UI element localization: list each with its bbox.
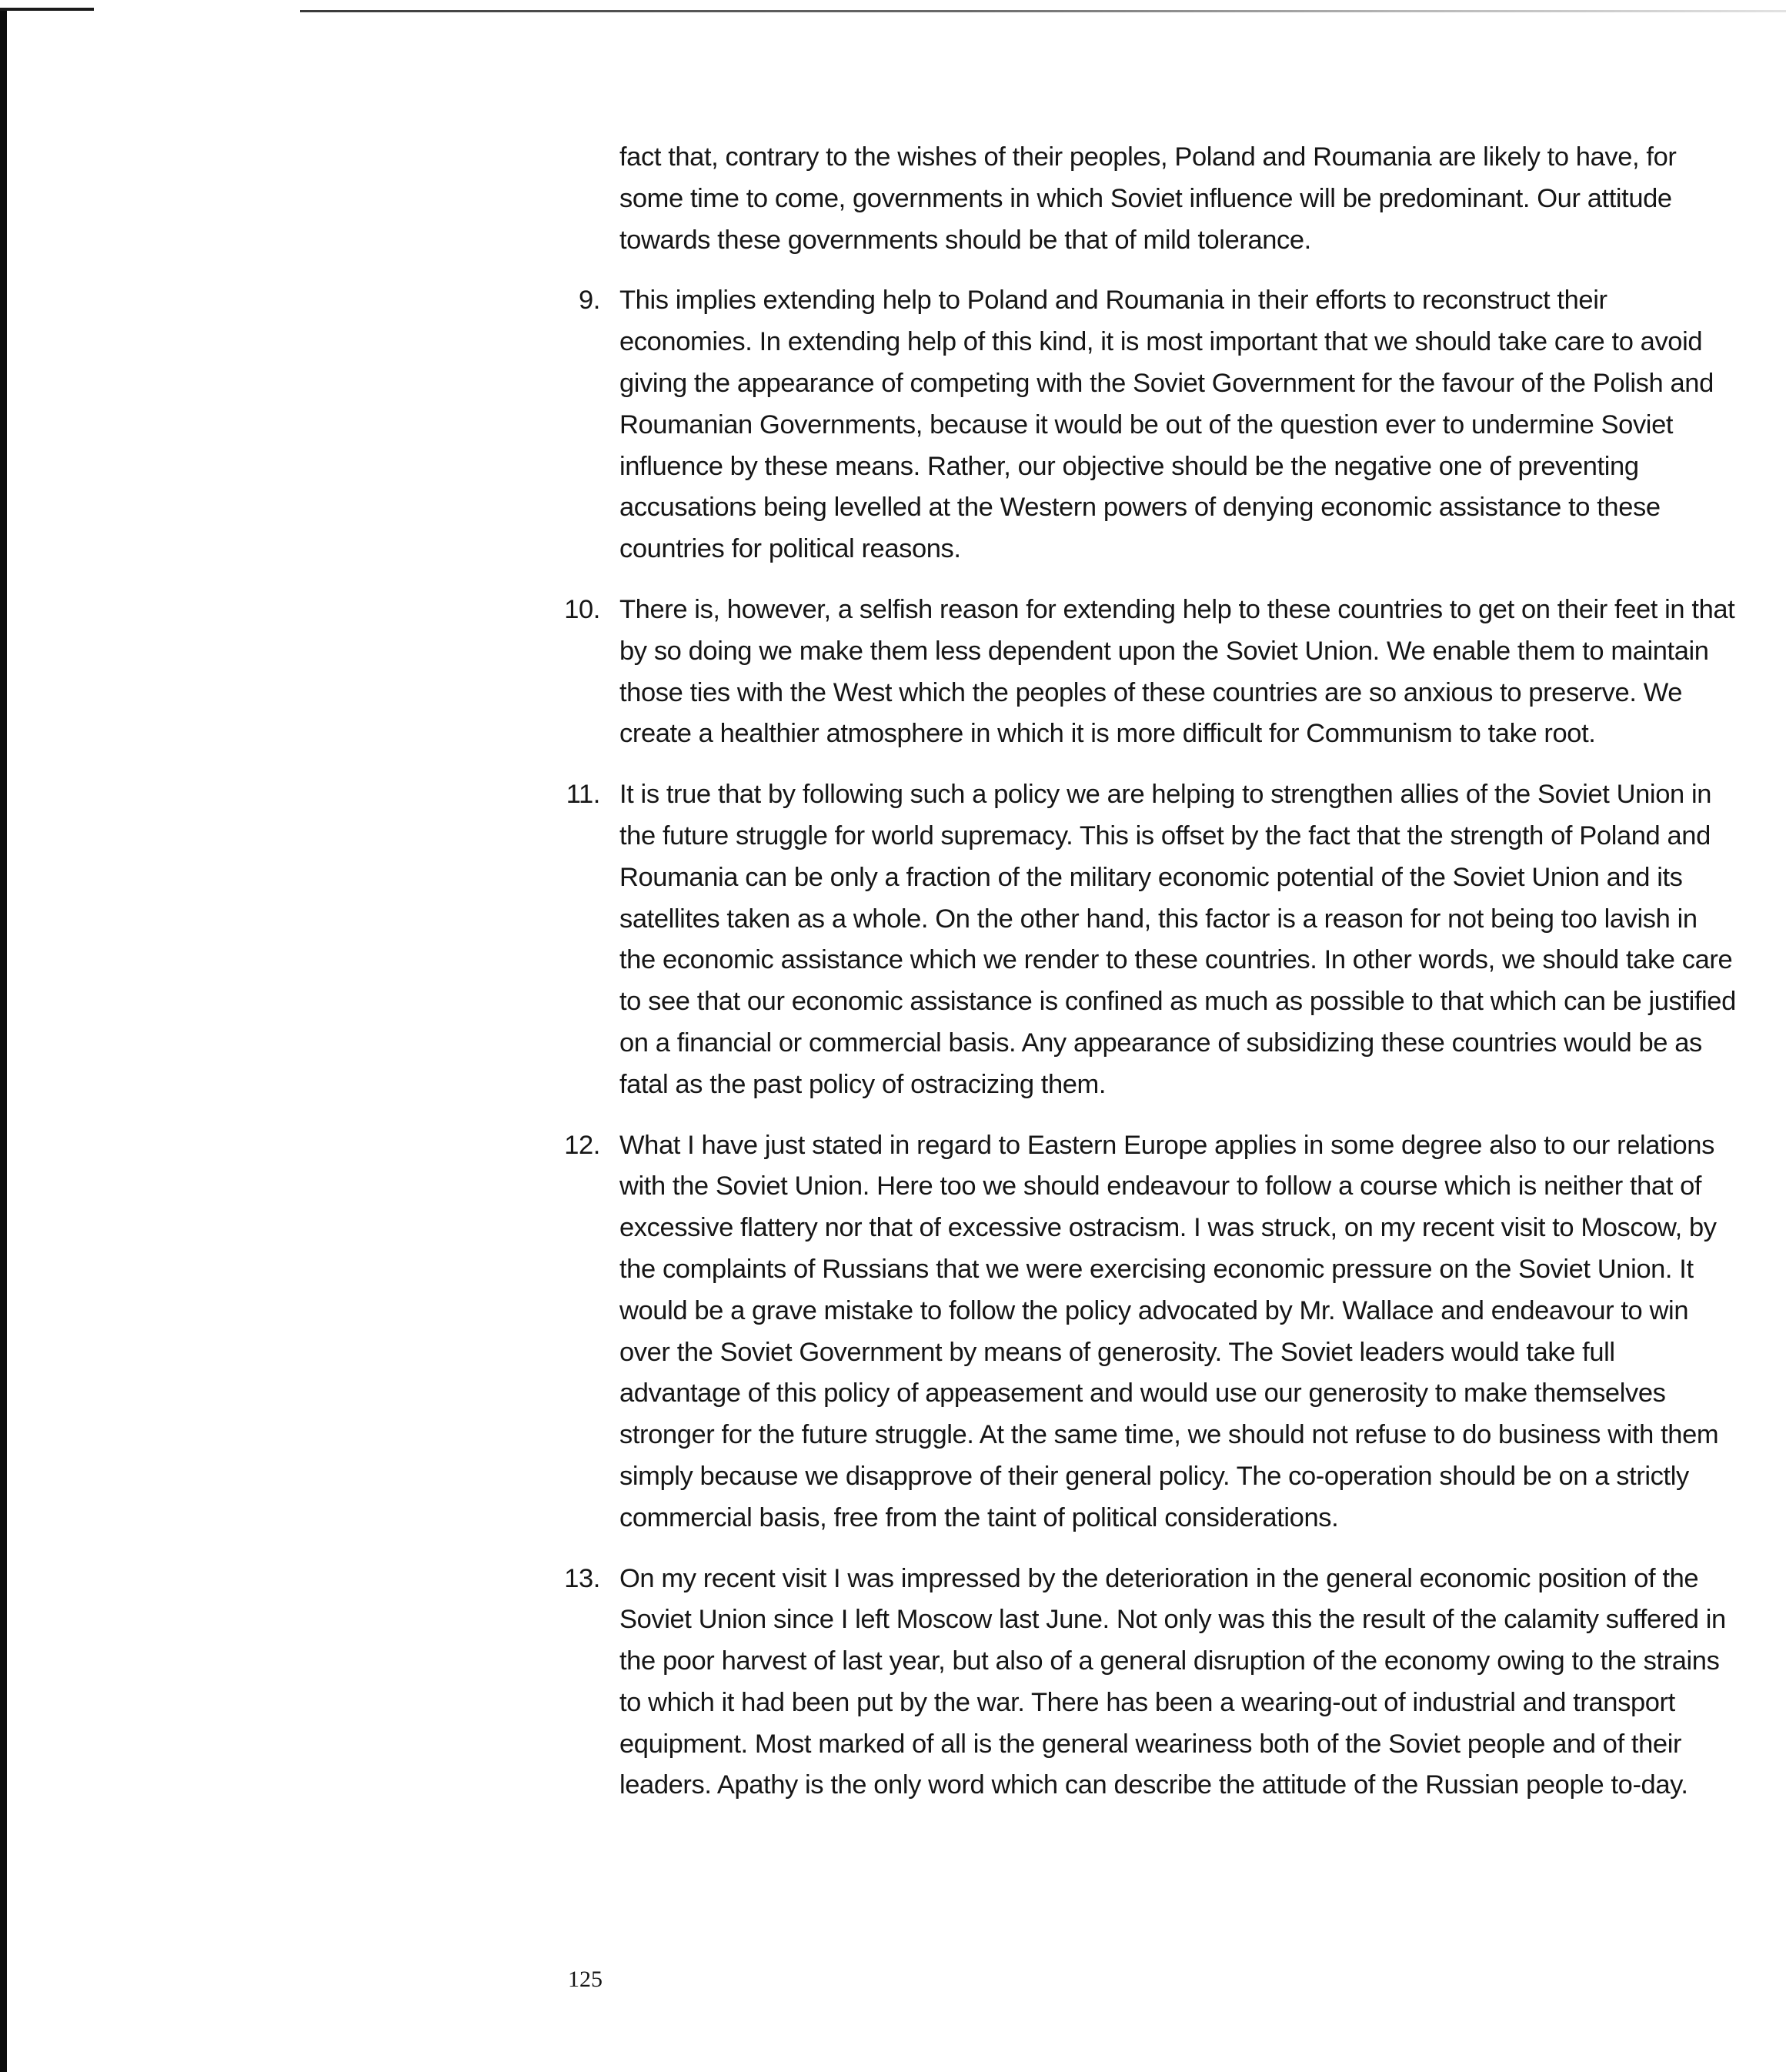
paragraph-number: 13. bbox=[564, 1563, 600, 1593]
paragraph-text: On my recent visit I was impressed by the deterioration in the general economic position of the Soviet Union since I left Moscow last June. Not only was this the result of the calamity suffered in the poor harvest of last year, but also of a general disruption of the economy owing to the strains to which it had been put by the war. There has been a wearing-out of industrial and transport equipment. Most marked of all is the general weariness both of the Soviet people and of their leaders. Apathy is the only word which can describe the attitude of the Russian people to-day. bbox=[619, 1563, 1726, 1800]
scan-left-edge bbox=[0, 11, 7, 2072]
paragraph-number: 12. bbox=[564, 1130, 600, 1160]
paragraph-10 bbox=[539, 590, 1739, 755]
paragraph-number: 11. bbox=[566, 780, 600, 810]
paragraph-12 bbox=[539, 1125, 1739, 1539]
paragraph-text: This implies extending help to Poland and Roumania in their efforts to reconstruct their economies. In extending help of this kind, it is most important that we should take care to avoid giving the appearance of competing with the Soviet Government for the favour of the Polish and Roumanian Governments, because it would be out of the question ever to undermine Soviet influence by these means. Rather, our objective should be the negative one of preventing accusations being levelled at the Western powers of denying economic assistance to these countries for political reasons. bbox=[619, 286, 1714, 564]
document-body bbox=[539, 137, 1739, 1826]
opening-paragraph-text: fact that, contrary to the wishes of their peoples, Poland and Roumania are likely to have, for some time to come, governments in which Soviet influence will be predominant. Our attitude towards these governments should be that of mild tolerance. bbox=[619, 142, 1677, 255]
opening-paragraph bbox=[539, 137, 1739, 261]
scan-top-rule bbox=[300, 10, 1786, 12]
paragraph-text: There is, however, a selfish reason for extending help to these countries to get on their feet in that by so doing we make them less dependent upon the Soviet Union. We enable them to maintain those ties with the West which the peoples of these countries are so anxious to preserve. We create a healthier atmosphere in which it is more difficult for Communism to take root. bbox=[619, 594, 1735, 749]
paragraph-number: 10. bbox=[564, 594, 600, 624]
scan-top-edge bbox=[0, 8, 94, 11]
paragraph-11 bbox=[539, 774, 1739, 1105]
page-number: 125 bbox=[568, 1967, 603, 1992]
paragraph-text: What I have just stated in regard to Eastern Europe applies in some degree also to our relations with the Soviet Union. Here too we should endeavour to follow a course which is neither that of excessive flattery nor that of excessive ostracism. I was struck, on my recent visit to Moscow, by the complaints of Russians that we were exercising economic pressure on the Soviet Union. It would be a grave mistake to follow the policy advocated by Mr. Wallace and endeavour to win over the Soviet Government by means of generosity. The Soviet leaders would take full advantage of this policy of appeasement and would use our generosity to make themselves stronger for the future struggle. At the same time, we should not refuse to do business with them simply because we disapprove of their general policy. The co-operation should be on a strictly commercial basis, free from the taint of political considerations. bbox=[619, 1130, 1719, 1532]
paragraph-number: 9. bbox=[579, 286, 600, 316]
paragraph-13 bbox=[539, 1559, 1739, 1807]
paragraph-text: It is true that by following such a policy we are helping to strengthen allies of the Soviet Union in the future struggle for world supremacy. This is offset by the fact that the strength of Poland and Roumania can be only a fraction of the military economic potential of the Soviet Union and its satellites taken as a whole. On the other hand, this factor is a reason for not being too lavish in the economic assistance which we render to these countries. In other words, we should take care to see that our economic assistance is confined as much as possible to that which can be justified on a financial or commercial basis. Any appearance of subsidizing these countries would be as fatal as the past policy of ostracizing them. bbox=[619, 780, 1736, 1099]
paragraph-9 bbox=[539, 280, 1739, 570]
